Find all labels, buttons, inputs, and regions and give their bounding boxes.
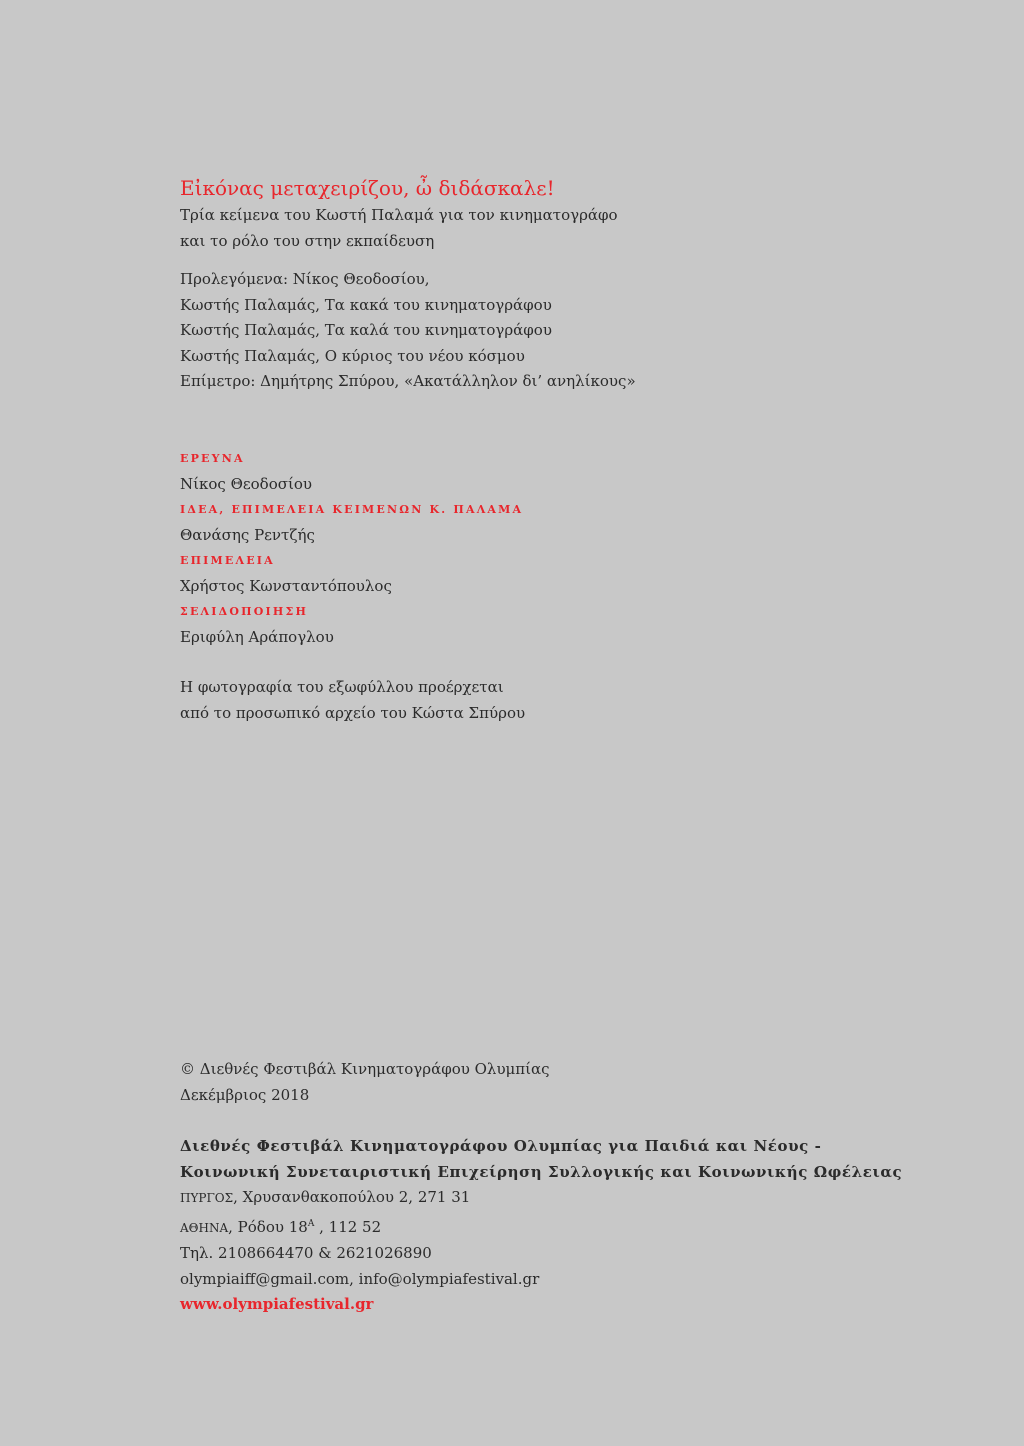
address-athens [180, 1212, 902, 1242]
subtitle-line: και το ρόλο του στην εκπαίδευση [180, 231, 435, 250]
copyright-line: © Διεθνές Φεστιβάλ Κινηματογράφου Ολυμπίας [180, 1060, 550, 1078]
publisher-name-line: Κοινωνική Συνεταιριστική Επιχείρηση Συλλογικής και Κοινωνικής Ωφέλειας [180, 1162, 903, 1181]
phone-numbers: Τηλ. 2108664470 & 2621026890 [180, 1244, 432, 1262]
contents-item: Προλεγόμενα: Νίκος Θεοδοσίου, [180, 270, 430, 288]
zip-athens: , 112 52 [314, 1217, 382, 1236]
publisher-info [180, 1134, 902, 1318]
credit-role: ΣΕΛΙΔΟΠΟΙΗΣΗ [180, 605, 309, 618]
copyright [180, 1057, 550, 1108]
publisher-name-line: Διεθνές Φεστιβάλ Κινηματογράφου Ολυμπίας για Παιδιά και Νέους - [180, 1137, 822, 1155]
photo-note-line: από το προσωπικό αρχείο του Κώστα Σπύρου [180, 703, 526, 722]
street-athens: , Ρόδου 18 [228, 1217, 308, 1236]
colophon-page [180, 0, 980, 1446]
photo-note-line: Η φωτογραφία του εξωφύλλου προέρχεται [180, 678, 504, 696]
credits [180, 446, 523, 650]
street-pyrgos: , Χρυσανθακοπούλου 2, 271 31 [233, 1188, 471, 1206]
contents-list [180, 267, 636, 395]
credit-role: ΙΔΕΑ, ΕΠΙΜΕΛΕΙΑ ΚΕΙΜΕΝΩΝ Κ. ΠΑΛΑΜΑ [180, 503, 524, 516]
credit-role: ΕΡΕΥΝΑ [180, 452, 245, 465]
credit-name: Εριφύλη Αράπογλου [180, 627, 334, 646]
contents-item: Κωστής Παλαμάς, Τα κακά του κινηματογράφου [180, 295, 552, 314]
contents-item: Επίμετρο: Δημήτρης Σπύρου, «Ακατάλληλον δι’ ανηλίκους» [180, 372, 636, 390]
street-number-superscript: Α [307, 1218, 315, 1229]
credit-name: Χρήστος Κωνσταντόπουλος [180, 576, 392, 595]
address-pyrgos [180, 1185, 902, 1212]
credit-role: ΕΠΙΜΕΛΕΙΑ [180, 554, 275, 567]
email-addresses: olympiaiff@gmail.com, info@olympiafestival.gr [180, 1269, 540, 1288]
credit-name: Θανάσης Ρεντζής [180, 525, 315, 544]
city-pyrgos: ΠΥΡΓΟΣ [180, 1191, 234, 1205]
book-subtitle [180, 203, 618, 254]
subtitle-line: Τρία κείμενα του Κωστή Παλαμά για τον κινηματογράφο [180, 206, 618, 224]
photo-note [180, 675, 525, 726]
contents-item: Κωστής Παλαμάς, Ο κύριος του νέου κόσμου [180, 346, 525, 365]
website-link: www.olympiafestival.gr [180, 1295, 374, 1313]
book-title: Εἰκόνας μεταχειρίζου, ὦ διδάσκαλε! [180, 176, 555, 200]
edition-date: Δεκέμβριος 2018 [180, 1085, 310, 1104]
contents-item: Κωστής Παλαμάς, Τα καλά του κινηματογράφου [180, 321, 552, 339]
city-athens: ΑΘΗΝΑ [180, 1220, 229, 1235]
credit-name: Νίκος Θεοδοσίου [180, 474, 313, 493]
